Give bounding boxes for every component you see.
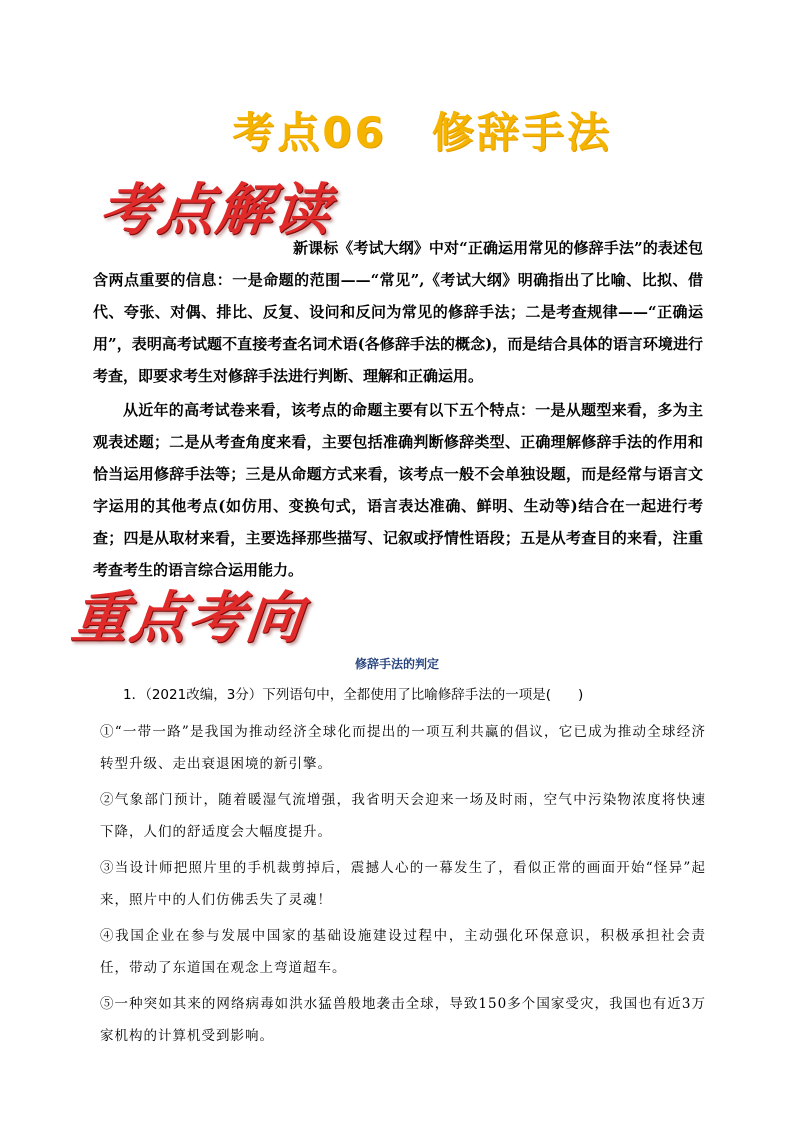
section-banner-interpretation: 考点解读 <box>96 177 336 243</box>
section-banner-focus: 重点考向 <box>68 585 308 651</box>
intro-paragraph-2: 从近年的高考试卷来看，该考点的命题主要有以下五个特点：一是从题型来看，多为主观表述题；二是从考查角度来看，主要包括准确判断修辞类型、正确理解修辞手法的作用和恰当运用修辞手法等；三是从命题方式来看，该考点一般不会单独设题，而是经常与语言文字运用的其他考点(如仿用、变换句式，语言表达准确、鲜明、生动等)结合在一起进行考查；四是从取材来看，主要选择那些描写、记叙或抒情性语段；五是从考查目的来看，注重考查考生的语言综合运用能力。 <box>93 401 703 579</box>
question-stem: 1．（2021改编，3分）下列语句中，全都使用了比喻修辞手法的一项是( ) <box>123 687 584 703</box>
question-block <box>100 682 706 1056</box>
subheading: 修辞手法的判定 <box>354 657 439 671</box>
question-option: ⑤一种突如其来的网络病毒如洪水猛兽般地袭击全球，导致150多个国家受灾，我国也有近3万家机构的计算机受到影响。 <box>100 996 706 1044</box>
intro-paragraph-1: 新课标《考试大纲》中对“正确运用常见的修辞手法”的表述包含两点重要的信息：一是命题的范围——“常见”,《考试大纲》明确指出了比喻、比拟、借代、夸张、对偶、排比、反复、设问和反问为常见的修辞手法；二是考查规律——“正确运用”，表明高考试题不直接考查名词术语(各修辞手法的概念)，而是结合具体的语言环境进行考查，即要求考生对修辞手法进行判断、理解和正确运用。 <box>93 239 703 385</box>
question-option: ②气象部门预计，随着暖湿气流增强，我省明天会迎来一场及时雨，空气中污染物浓度将快速下降，人们的舒适度会大幅度提升。 <box>100 792 706 840</box>
question-option: ④我国企业在参与发展中国家的基础设施建设过程中，主动强化环保意识，积极承担社会责任，带动了东道国在观念上弯道超车。 <box>100 928 706 976</box>
intro-section <box>93 232 703 586</box>
question-option: ③当设计师把照片里的手机裁剪掉后，震撼人心的一幕发生了，看似正常的画面开始“怪异”起来，照片中的人们仿佛丢失了灵魂！ <box>100 860 706 908</box>
page-title: 考点06 修辞手法 <box>232 108 612 157</box>
question-option: ①“一带一路”是我国为推动经济全球化而提出的一项互利共赢的倡议，它已成为推动全球经济转型升级、走出衰退困境的新引擎。 <box>100 724 706 772</box>
